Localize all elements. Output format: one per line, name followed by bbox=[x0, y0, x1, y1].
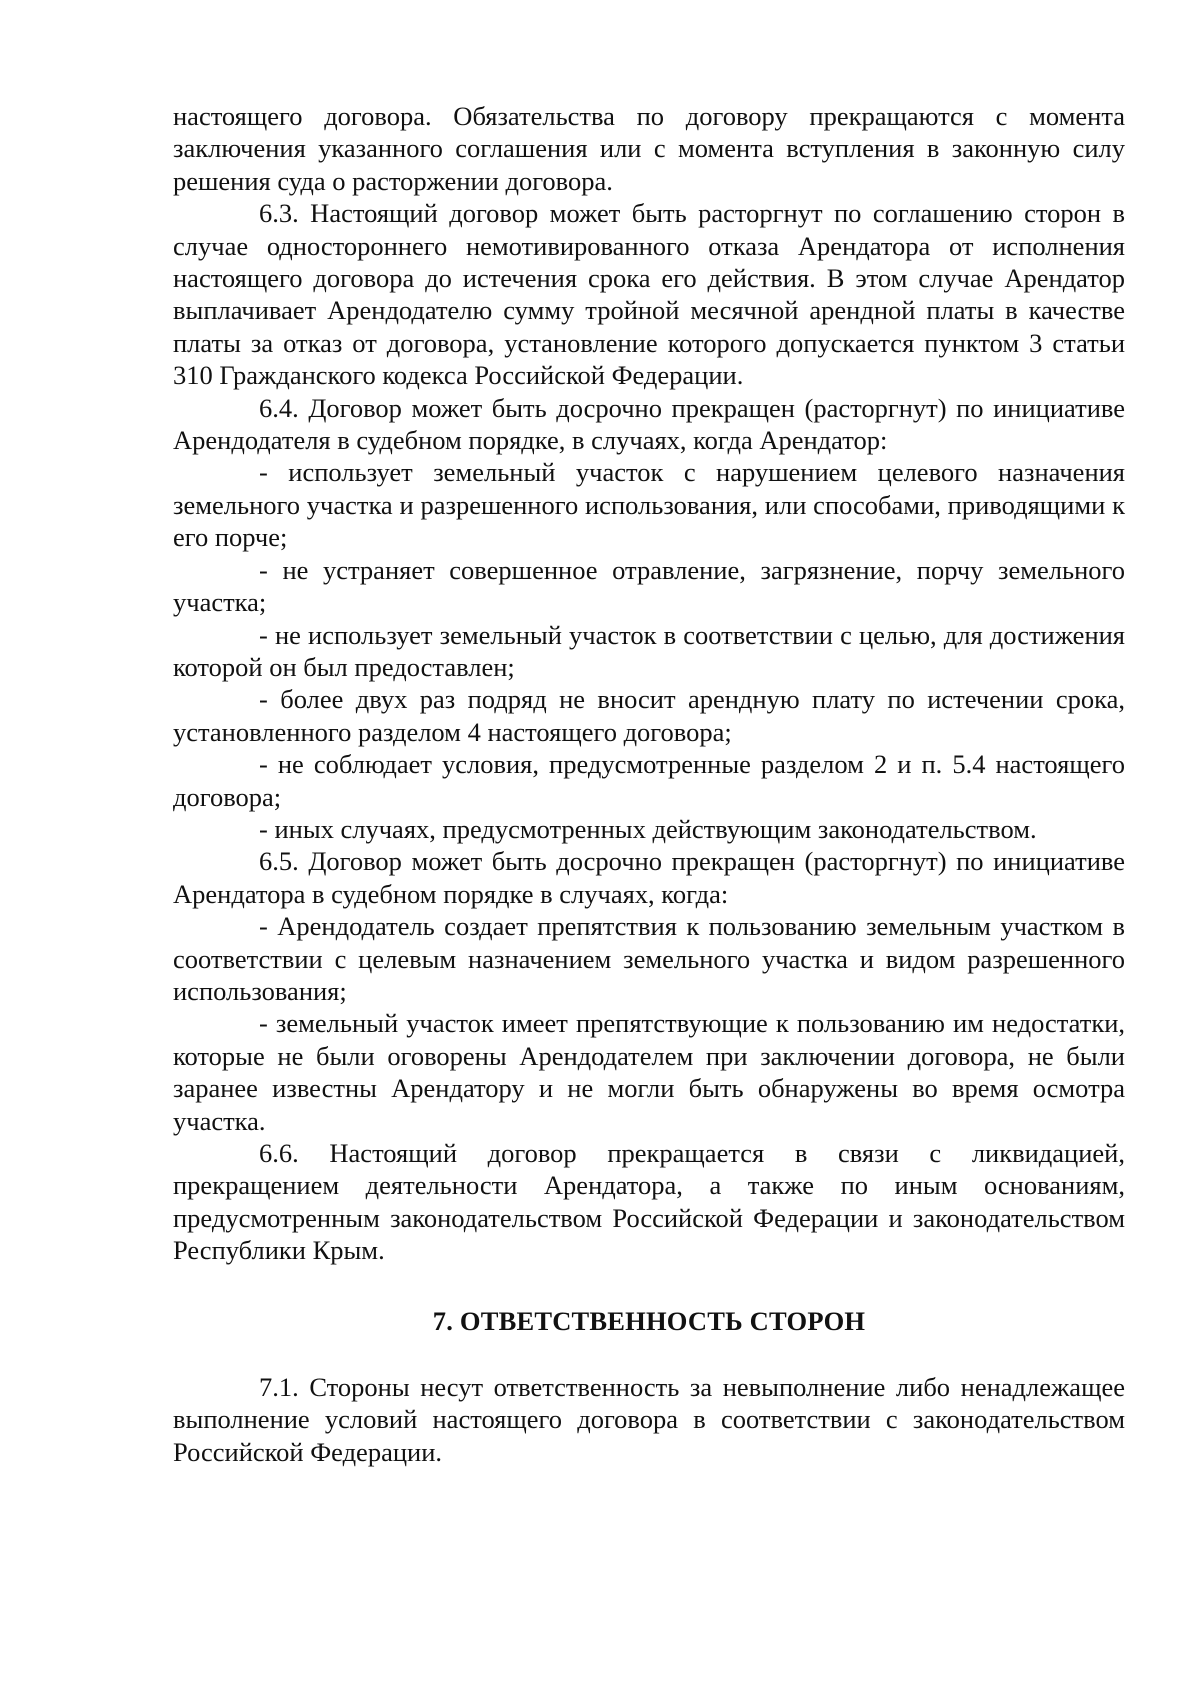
paragraph-6-6: 6.6. Настоящий договор прекращается в связи с ликвидацией, прекращением деятельности Арендатора, а также по иным основаниям, предусмотренным законодательством Российской Федерации и законодательством Республики Крым. bbox=[173, 1138, 1125, 1266]
list-item-6-4-2: - не устраняет совершенное отравление, загрязнение, порчу земельного участка; bbox=[173, 554, 1125, 618]
list-item-6-4-3: - не использует земельный участок в соответствии с целью, для достижения которой он был предоставлен; bbox=[173, 619, 1125, 682]
paragraph-6-5: 6.5. Договор может быть досрочно прекращен (расторгнут) по инициативе Арендатора в судебном порядке в случаях, когда: bbox=[173, 846, 1125, 909]
paragraph-6-2-continuation: настоящего договора. Обязательства по договору прекращаются с момента заключения указанного соглашения или с момента вступления в законную силу решения суда о расторжении договора. bbox=[173, 101, 1125, 196]
list-item-6-4-4: - более двух раз подряд не вносит арендную плату по истечении срока, установленного разделом 4 настоящего договора; bbox=[173, 684, 1125, 747]
list-item-6-4-5: - не соблюдает условия, предусмотренные разделом 2 и п. 5.4 настоящего договора; bbox=[173, 749, 1125, 812]
section-heading: 7. ОТВЕТСТВЕННОСТЬ СТОРОН bbox=[432, 1305, 866, 1336]
list-item-6-5-1: - Арендодатель создает препятствия к пользованию земельным участком в соответствии с целевым назначением земельного участка и видом разрешенного использования; bbox=[173, 911, 1125, 1006]
list-item-6-4-1: - использует земельный участок с нарушением целевого назначения земельного участка и разрешенного использования, или способами, приводящими к его порче; bbox=[173, 457, 1125, 553]
paragraph-7-1: 7.1. Стороны несут ответственность за невыполнение либо ненадлежащее выполнение условий настоящего договора в соответствии с законодательством Российской Федерации. bbox=[173, 1372, 1125, 1467]
list-item-6-5-2: - земельный участок имеет препятствующие к пользованию им недостатки, которые не были оговорены Арендодателем при заключении договора, не были заранее известны Арендатору и не могли быть обнаружены во время осмотра участка. bbox=[173, 1008, 1125, 1136]
paragraph-6-4: 6.4. Договор может быть досрочно прекращен (расторгнут) по инициативе Арендодателя в судебном порядке, в случаях, когда Арендатор: bbox=[173, 392, 1125, 456]
list-item-6-4-6: - иных случаях, предусмотренных действующим законодательством. bbox=[259, 813, 1037, 844]
paragraph-6-3: 6.3. Настоящий договор может быть расторгнут по соглашению сторон в случае одностороннего немотивированного отказа Арендатора от исполнения настоящего договора до истечения срока его действия. В этом случае Арендатор выплачивает Арендодателю сумму тройной месячной арендной платы в качестве платы за отказ от договора, установление которого допускается пунктом 3 статьи 310 Гражданского кодекса Российской Федерации. bbox=[173, 198, 1125, 391]
